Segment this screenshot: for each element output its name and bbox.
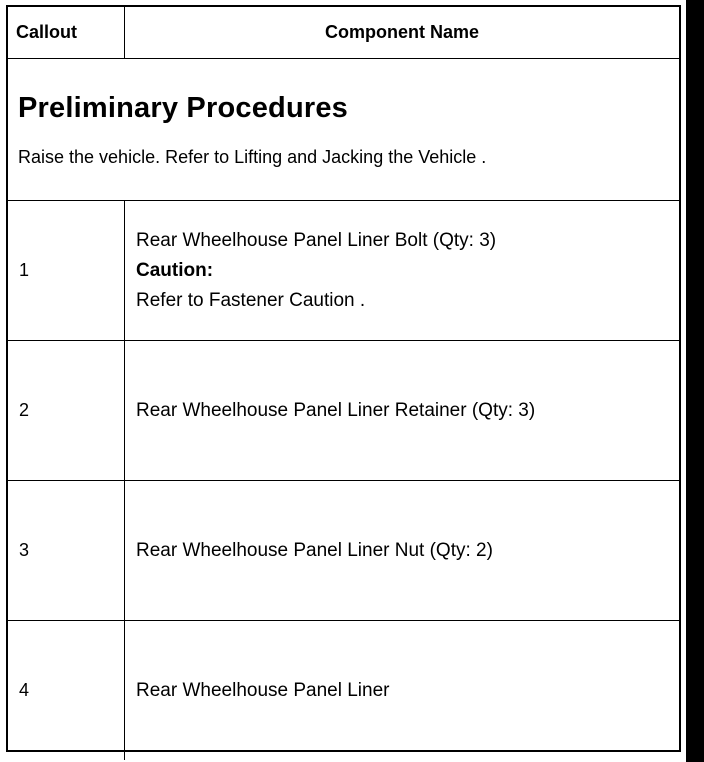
preliminary-procedures-title: Preliminary Procedures — [18, 91, 348, 124]
table-row — [8, 201, 679, 341]
component-name: Rear Wheelhouse Panel Liner — [125, 621, 680, 761]
table-row — [8, 481, 679, 621]
component-name: Rear Wheelhouse Panel Liner Bolt (Qty: 3) — [136, 229, 497, 251]
callout-number: 2 — [8, 341, 125, 481]
caution-text: Refer to Fastener Caution . — [136, 289, 366, 311]
callout-column-header: Callout — [8, 7, 125, 59]
caution-label: Caution: — [136, 259, 214, 281]
preliminary-procedures-row — [8, 59, 679, 201]
table-header-row — [8, 7, 679, 59]
component-name-column-header: Component Name — [125, 7, 680, 59]
component-name: Rear Wheelhouse Panel Liner Nut (Qty: 2) — [125, 481, 680, 621]
right-edge-bar — [686, 0, 704, 762]
preliminary-procedures-cell — [8, 59, 679, 201]
component-name-cell — [125, 201, 680, 341]
component-name: Rear Wheelhouse Panel Liner Retainer (Qty: 3) — [125, 341, 680, 481]
callout-number: 1 — [8, 201, 125, 341]
preliminary-procedures-text: Raise the vehicle. Refer to Lifting and Jacking the Vehicle . — [18, 146, 487, 167]
table-row — [8, 341, 679, 481]
procedure-table — [6, 5, 681, 752]
callout-number: 4 — [8, 621, 125, 761]
callout-number: 3 — [8, 481, 125, 621]
table-row — [8, 621, 679, 761]
